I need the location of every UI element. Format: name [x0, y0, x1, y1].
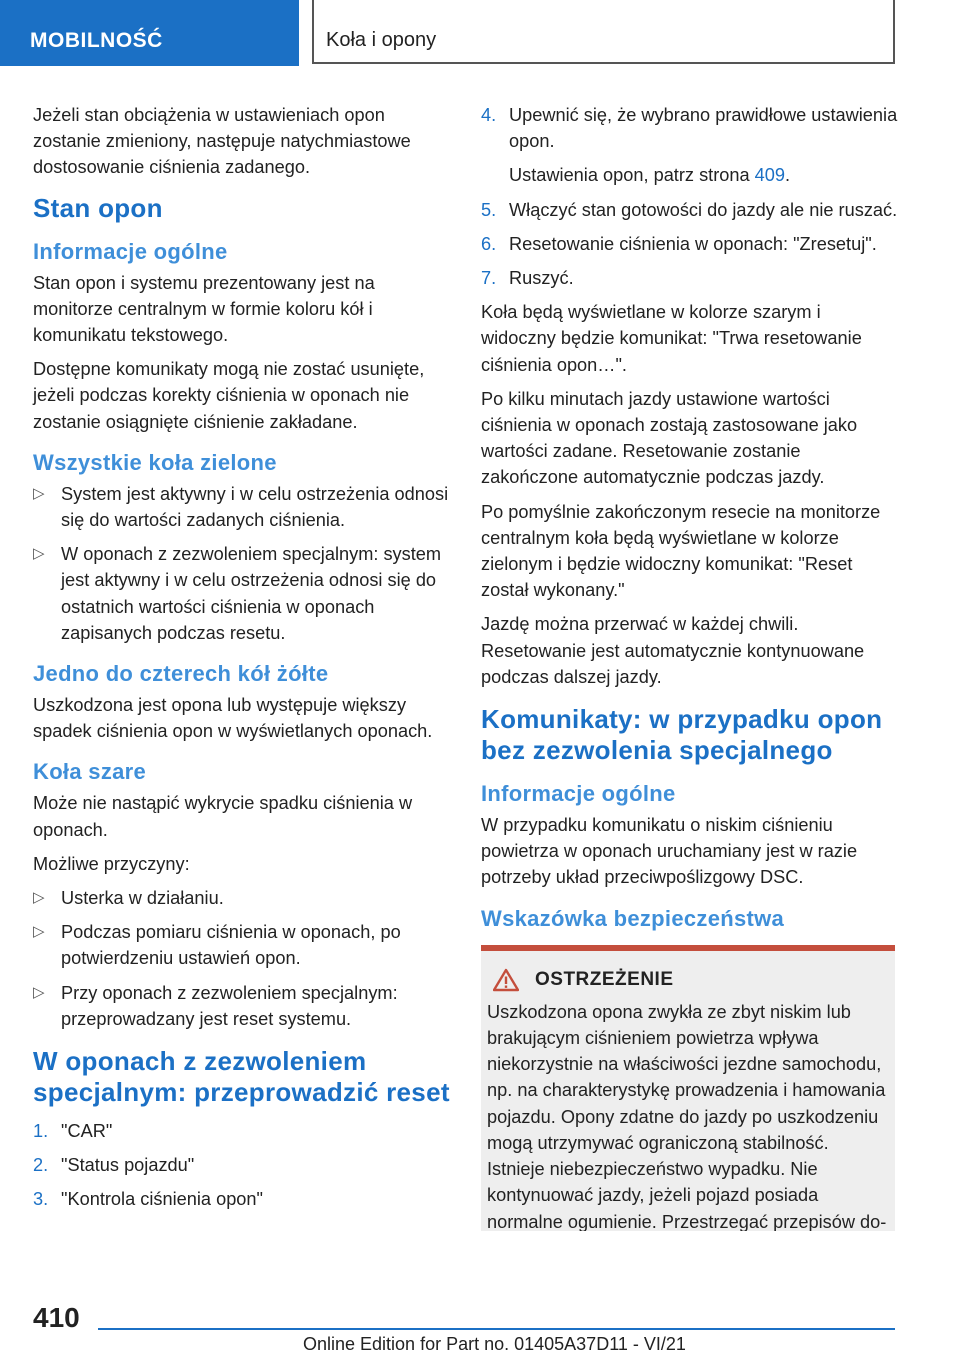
page-reference-link[interactable]: 409: [754, 165, 786, 186]
stan-opon-heading: Stan opon: [33, 192, 163, 223]
safety-heading: Wskazówka bezpieczeństwa: [481, 905, 785, 931]
step-item: 4. Upewnić się, że wybrano prawidłowe ustawienia opon.: [481, 105, 898, 152]
grey-paragraph-2: Możliwe przyczyny:: [33, 853, 190, 874]
warning-title: OSTRZEŻENIE: [535, 968, 674, 990]
paragraph-minutes: Po kilku minutach jazdy ustawione wartości ciśnienia w oponach zostają zastosowane jako wartości zadane. Resetowanie zostanie zakończone automatycznie podczas jazdy.: [481, 388, 858, 488]
triangle-bullet-icon: ▷: [33, 923, 45, 941]
step-item: 6. Resetowanie ciśnienia w oponach: "Zresetuj".: [481, 233, 877, 254]
reset-steps-continued: [481, 102, 899, 154]
left-column: [33, 102, 451, 1221]
triangle-bullet-icon: ▷: [33, 983, 45, 1001]
reset-steps-rest: [481, 197, 899, 292]
warning-header: [487, 967, 889, 993]
messages-heading: Komunikaty: w przypadku opon bez zezwolenia specjalnego: [481, 704, 883, 766]
reset-steps: [33, 1118, 451, 1213]
warning-text: Uszkodzona opona zwykła ze zbyt niskim lub brakującym ciśnieniem powietrza wpływa niekorzystnie na właściwości jezdne samochodu, np. na charakterystykę prowadzenia i hamowania pojazdu. Opony zdatne do jazdy po uszkodzeniu mogą utrzymywać ograniczoną stabilność. Istnieje niebezpieczeństwo wypadku. Nie kontynuować jazdy, jeżeli pojazd posiada normalne ogumienie. Przestrzegać przepisów do-: [487, 1001, 887, 1231]
info-paragraph-right: W przypadku komunikatu o niskim ciśnieniu powietrza w oponach uruchamiany jest w razie potrzeby układ przeciwpoślizgowy DSC.: [481, 815, 858, 888]
list-item: ▷ Przy oponach z zezwoleniem specjalnym: przeprowadzany jest reset systemu.: [33, 980, 451, 1032]
green-heading: Wszystkie koła zielone: [33, 449, 277, 475]
info-heading-right: Informacje ogólne: [481, 781, 676, 807]
intro-paragraph: Jeżeli stan obciążenia w ustawieniach opon zostanie zmieniony, następuje natychmiastowe dostosowanie ciśnienia zadanego.: [33, 105, 411, 178]
triangle-bullet-icon: ▷: [33, 545, 45, 563]
list-item: ▷ Usterka w działaniu.: [33, 885, 451, 911]
section-label: MOBILNOŚĆ: [30, 29, 163, 52]
list-item: ▷ Podczas pomiaru ciśnienia w oponach, po potwierdzeniu ustawień opon.: [33, 919, 451, 971]
step-item: 7. Ruszyć.: [481, 268, 574, 289]
section-tab: [0, 0, 299, 66]
triangle-bullet-icon: ▷: [33, 889, 45, 907]
yellow-paragraph: Uszkodzona jest opona lub występuje większy spadek ciśnienia opon w wyświetlanych oponach.: [33, 695, 433, 742]
paragraph-grey-wheels: Koła będą wyświetlane w kolorze szarym i widoczny będzie komunikat: "Trwa resetowanie ciśnienia opon…".: [481, 302, 862, 375]
list-item: ▷ System jest aktywny i w celu ostrzeżenia odnosi się do wartości zadanych ciśnienia.: [33, 481, 451, 533]
list-item: ▷ W oponach z zezwoleniem specjalnym: system jest aktywny i w celu ostrzeżenia odnosi się do ostatnich wartości ciśnienia w oponach zapisanych podczas resetu.: [33, 541, 451, 646]
step-item: 5. Włączyć stan gotowości do jazdy ale nie ruszać.: [481, 199, 898, 220]
step-item: 3. "Kontrola ciśnienia opon": [33, 1189, 263, 1210]
footer-divider: [98, 1328, 895, 1330]
page-number: 410: [33, 1302, 80, 1333]
triangle-bullet-icon: ▷: [33, 484, 45, 502]
info-heading: Informacje ogólne: [33, 238, 228, 264]
grey-paragraph-1: Może nie nastąpić wykrycie spadku ciśnienia w oponach.: [33, 793, 413, 840]
yellow-heading: Jedno do czterech kół żółte: [33, 661, 329, 687]
paragraph-success: Po pomyślnie zakończonym resecie na monitorze centralnym koła będą wyświetlane w kolorze zielonym i będzie widoczny komunikat: "Reset został wykonany.": [481, 501, 881, 601]
right-column: [481, 102, 899, 1231]
step-note: Ustawienia opon, patrz strona 409.: [509, 165, 791, 186]
chapter-title: Koła i opony: [326, 29, 437, 51]
grey-list: [33, 885, 451, 1032]
step-item: 1. "CAR": [33, 1121, 113, 1142]
grey-heading: Koła szare: [33, 759, 147, 785]
info-paragraph-1: Stan opon i systemu prezentowany jest na monitorze centralnym w formie koloru kół i komunikatu tekstowego.: [33, 272, 375, 346]
footer-edition: Online Edition for Part no. 01405A37D11 - VI/21: [303, 1334, 686, 1354]
paragraph-interrupt: Jazdę można przerwać w każdej chwili. Resetowanie jest automatycznie kontynuowane podczas dalszej jazdy.: [481, 614, 865, 687]
warning-box: [481, 945, 895, 1231]
reset-heading: W oponach z zezwoleniem specjalnym: przeprowadzić reset: [33, 1046, 450, 1108]
step-item: 2. "Status pojazdu": [33, 1155, 195, 1176]
warning-triangle-icon: [493, 968, 519, 992]
info-paragraph-2: Dostępne komunikaty mogą nie zostać usunięte, jeżeli podczas korekty ciśnienia w oponach nie zostanie osiągnięte ciśnienie zakładane.: [33, 359, 425, 432]
green-list: [33, 481, 451, 646]
